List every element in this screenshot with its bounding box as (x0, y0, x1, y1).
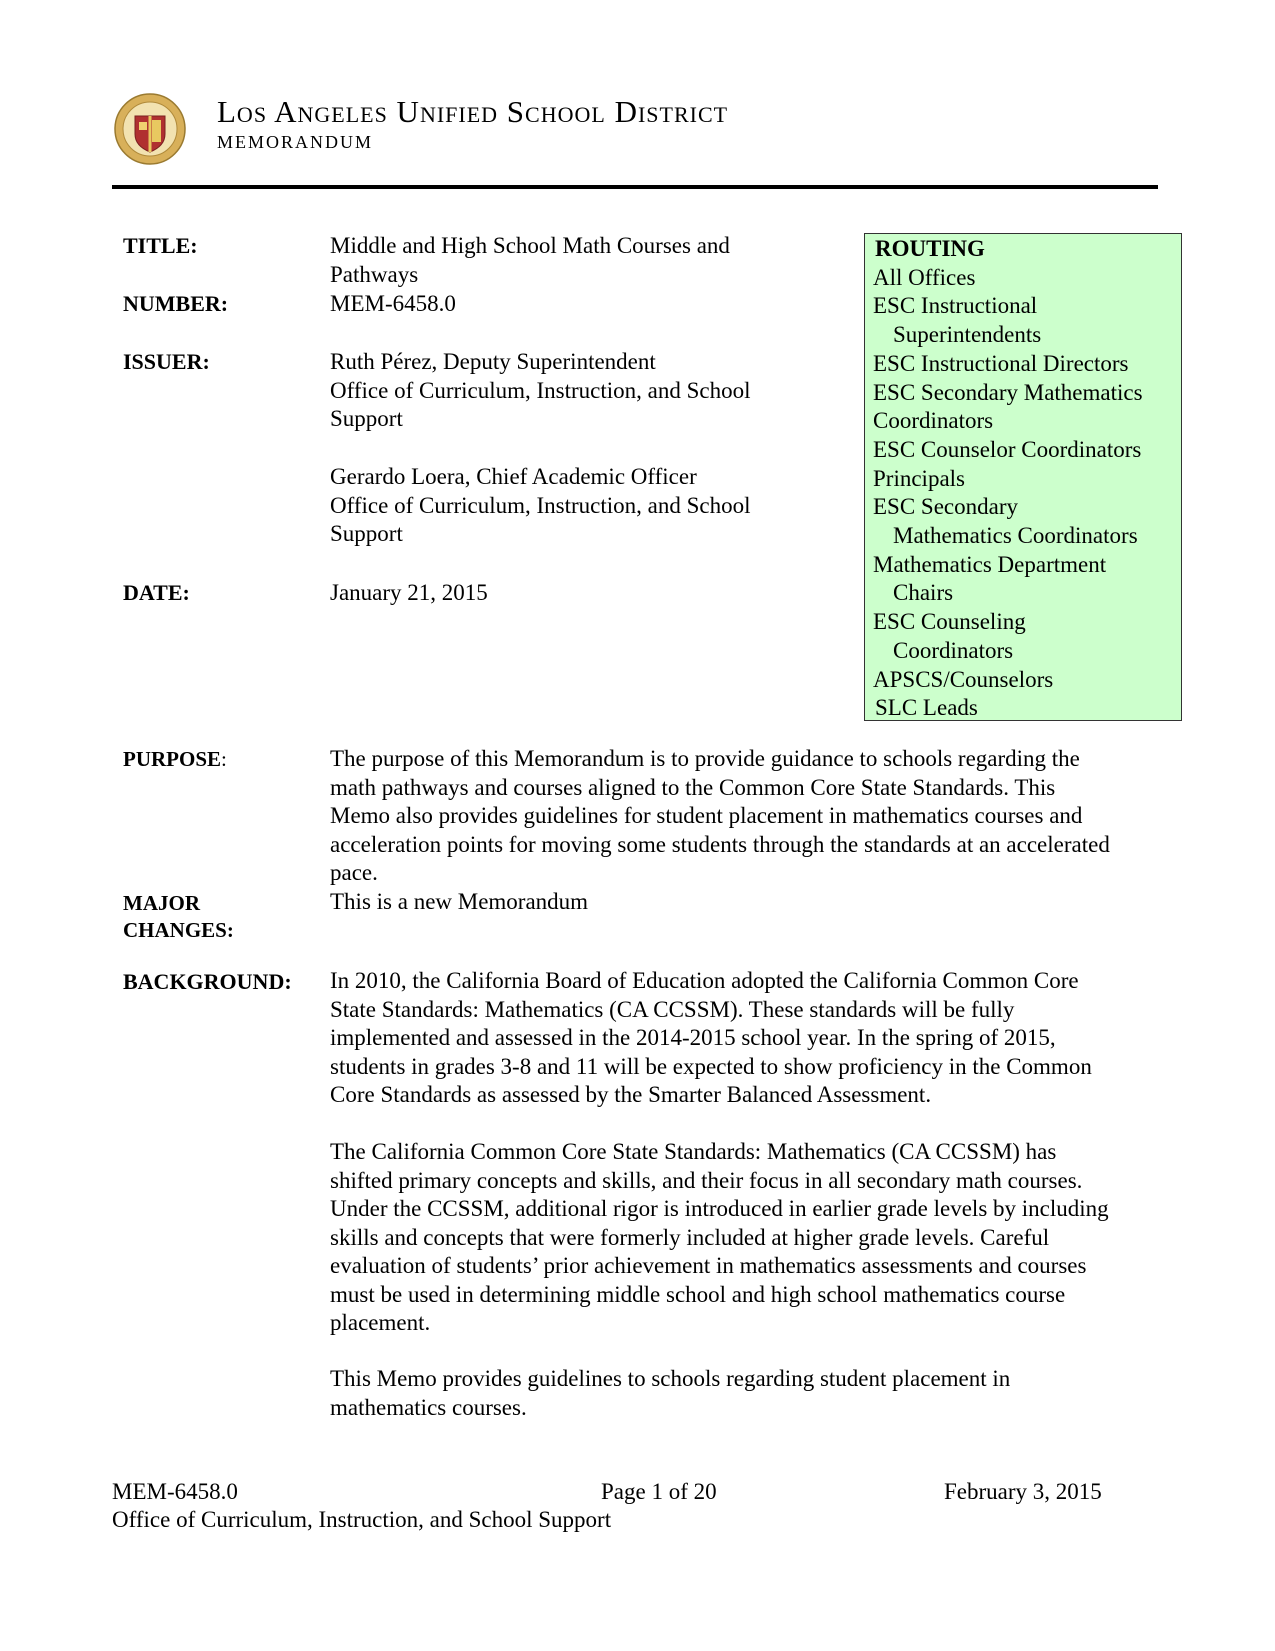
number-value: MEM-6458.0 (330, 291, 456, 316)
header-divider (112, 185, 1158, 189)
date-value: January 21, 2015 (330, 580, 488, 605)
footer-page-number: Page 1 of 20 (601, 1479, 717, 1504)
routing-box (864, 233, 1182, 721)
number-label: NUMBER: (123, 291, 229, 316)
routing-title: ROUTING (875, 236, 985, 261)
routing-item: Chairs (893, 580, 954, 606)
issuer-2: Gerardo Loera, Chief Academic Officer Office of Curriculum, Instruction, and School Support (330, 464, 751, 546)
district-seal-logo (113, 92, 187, 166)
routing-item: APSCS/Counselors (873, 666, 1054, 692)
routing-item: Mathematics Coordinators (893, 523, 1138, 549)
routing-item: ESC Instructional Directors (873, 350, 1129, 376)
background-paragraph-3: This Memo provides guidelines to schools regarding student placement in mathematics courses. (330, 1366, 1011, 1420)
routing-item: ESC Secondary (873, 494, 1019, 520)
routing-item: Principals (873, 465, 965, 491)
background-paragraph-2: The California Common Core State Standards: Mathematics (CA CCSSM) has shifted primary concepts and skills, and their focus in all secondary math courses. Under the CCSSM, additional rigor is introduced in earlier grade levels by including skills and concepts that were formerly included at higher grade levels. Careful evaluation of students’ prior achievement in mathematics assessments and courses must be used in determining middle school and high school mathematics course placement. (330, 1139, 1109, 1335)
routing-item: Coordinators (893, 637, 1014, 663)
document-type: MEMORANDUM (217, 132, 374, 152)
footer-office: Office of Curriculum, Instruction, and School Support (112, 1507, 612, 1532)
routing-item: ESC Secondary Mathematics (873, 379, 1143, 405)
major-changes-text: This is a new Memorandum (330, 889, 589, 914)
routing-item: Mathematics Department (873, 551, 1107, 577)
routing-item: Coordinators (873, 408, 994, 434)
footer-doc-number: MEM-6458.0 (112, 1479, 238, 1504)
title-label: TITLE: (123, 233, 198, 258)
title-value: Middle and High School Math Courses and Pathways (330, 233, 730, 287)
routing-item: ESC Counselor Coordinators (873, 436, 1142, 462)
date-label: DATE: (123, 580, 190, 605)
purpose-label: PURPOSE: (123, 747, 227, 771)
footer-date: February 3, 2015 (944, 1479, 1102, 1504)
routing-item: All Offices (873, 264, 976, 290)
background-label: BACKGROUND: (123, 969, 292, 994)
issuer-label: ISSUER: (123, 349, 210, 374)
purpose-text: The purpose of this Memorandum is to provide guidance to schools regarding the math pathways and courses aligned to the Common Core State Standards. This Memo also provides guidelines for student placement in mathematics courses and acceleration points for moving some students through the standards at an accelerated pace. (330, 746, 1110, 885)
background-paragraph-1: In 2010, the California Board of Education adopted the California Common Core State Standards: Mathematics (CA CCSSM). These standards will be fully implemented and assessed in the 2014-2015 school year. In the spring of 2015, students in grades 3-8 and 11 will be expected to show proficiency in the Common Core Standards as assessed by the Smarter Balanced Assessment. (330, 968, 1092, 1107)
routing-item: ESC Instructional (873, 293, 1038, 319)
district-name: Los Angeles Unified School District (217, 94, 729, 129)
issuer-1: Ruth Pérez, Deputy Superintendent Office of Curriculum, Instruction, and School Support (330, 349, 751, 431)
routing-item: SLC Leads (875, 695, 978, 721)
routing-item: ESC Counseling (873, 609, 1026, 635)
routing-item: Superintendents (893, 322, 1042, 348)
major-changes-label: MAJOR CHANGES: (123, 891, 234, 942)
